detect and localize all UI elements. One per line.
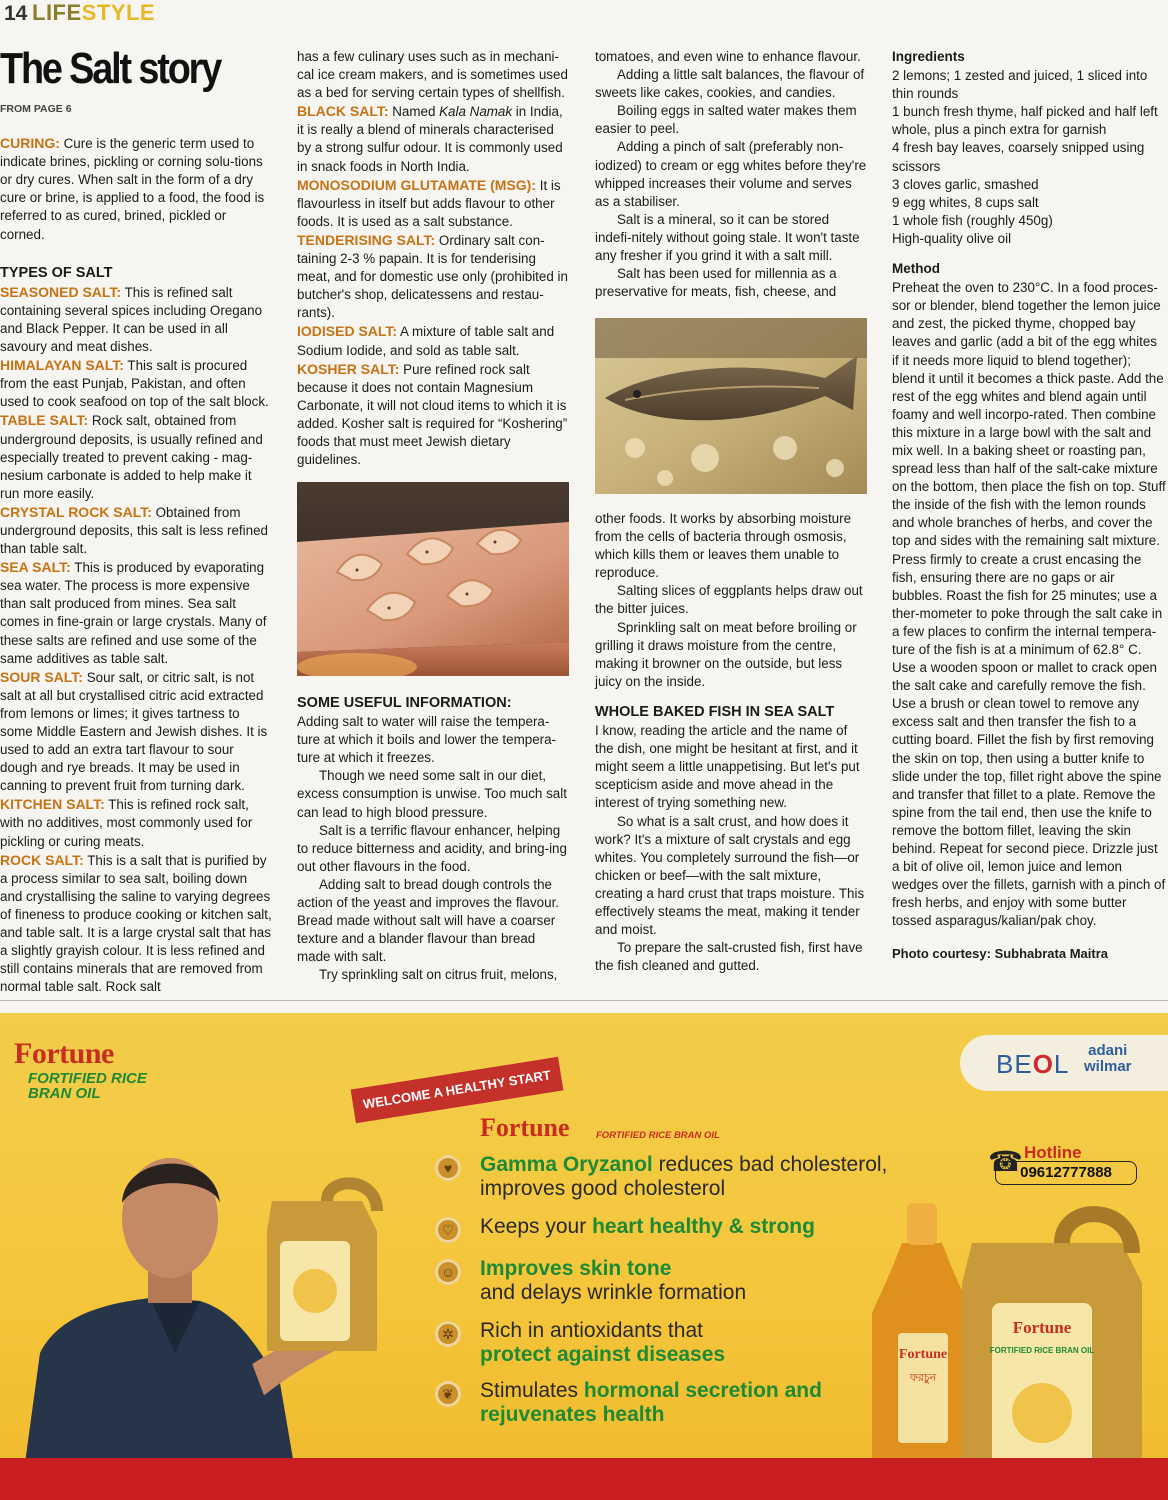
adani-text: adani [1088, 1042, 1128, 1059]
paragraph-tenderising-salt [297, 231, 569, 322]
types-of-salt-heading: TYPES OF SALT [0, 264, 113, 281]
text-tenderising-salt: Ordinary salt con-taining 2-3 % papain. It is for tenderising meat, and for domestic use only (prohibited in butcher's shop, delicatessens and restau-rants). [297, 232, 568, 321]
text-black-salt-a: Named [388, 104, 440, 120]
heart-apple-icon: ♥ [435, 1155, 461, 1181]
article-column-1 [0, 44, 272, 996]
paragraph-seasoned-salt [0, 283, 272, 356]
feature-text [480, 1319, 896, 1367]
paragraph-kosher-salt [297, 360, 569, 470]
tips-paragraph: other foods. It works by absorbing moisture from the cells of bacteria through osmosis, which kills them or leaves them unable to reproduce. [595, 511, 852, 581]
page-number: 14 [4, 2, 28, 25]
text-kosher-salt: Pure refined rock salt because it does not contain Magnesium Carbonate, it will not cloud items to which it is added. Kosher salt is required for “Koshering” foods that must meet Jewish dietary guidelines. [297, 361, 568, 468]
useful-info-column [297, 694, 569, 985]
tips-paragraph: Adding a little salt balances, the flavour of sweets like cakes, cookies, and candies. [595, 67, 865, 101]
from-page: FROM PAGE 6 [0, 103, 72, 115]
recipe-intro-paragraph: To prepare the salt-crusted fish, first have the fish cleaned and gutted. [595, 940, 863, 974]
paragraph-sea-salt [0, 558, 272, 668]
feature-text [480, 1153, 896, 1201]
feature-highlight: Gamma Oryzanol [480, 1153, 653, 1176]
paragraph-table-salt [0, 411, 272, 502]
keyword-crystal-rock-salt: CRYSTAL ROCK SALT: [0, 503, 152, 520]
ingredient-item: 1 whole fish (roughly 450g) [892, 212, 1053, 228]
feature-rest: Rich in antioxidants that [480, 1319, 703, 1342]
product-bottles [862, 1183, 1152, 1500]
ingredient-item: High-quality olive oil [892, 230, 1012, 246]
tips-paragraph: Sprinkling salt on meat before broiling or grilling it draws moisture from the centre, making it browner on the outside, but less juicy on the inside. [595, 619, 857, 689]
heart-icon: ♡ [435, 1217, 461, 1243]
ad-logo-fortune: Fortune [14, 1037, 114, 1070]
keyword-curing: CURING: [0, 135, 60, 152]
beol-logo [996, 1049, 1069, 1080]
text-rock-salt: This is a salt that is purified by a process similar to sea salt, boiling down and crystallising the saline to varying degrees of fineness to produce cooking or kitchen salt, and table salt. It is a large crystal salt that has a slightly grayish colour. It is less refined and still contains minerals that are removed from normal table salt. Rock salt [0, 852, 272, 995]
tips-paragraph: Salt has been used for millennia as a preservative for meats, fish, cheese, and [595, 266, 837, 300]
article-column-3-top [595, 48, 867, 301]
bottle-brand-label: Fortune [898, 1347, 948, 1362]
paragraph-black-salt [297, 102, 569, 175]
recipe-intro-paragraph: I know, reading the article and the name of the dish, one might be hesitant at first, and it might seem a little unappetising. But let's put scepticism aside and move ahead in the interest of trying something new. [595, 723, 860, 811]
section-style: STYLE [81, 0, 156, 25]
useful-paragraph: Adding salt to bread dough controls the action of the yeast and improves the flavour. Bread made without salt will have a coarser texture and a blander flavour than bread made with salt. [297, 876, 560, 965]
ad-brand-title: Fortune [480, 1113, 570, 1142]
keyword-msg: MONOSODIUM GLUTAMATE (MSG): [297, 176, 537, 193]
paragraph-rock-salt [0, 851, 272, 997]
tips-paragraph: Salt is a mineral, so it can be stored indefi-nitely without going stale. It won't taste any fresher if you grind it with a salt mill. [595, 211, 860, 264]
feature-highlight: heart healthy & strong [592, 1215, 815, 1238]
text-curing: Cure is the generic term used to indicate brines, pickling or corning solu-tions or dry cures. When salt in the form of a dry cure or brine, is applied to a food, the food is referred to as cured, brined, pickled or corned. [0, 136, 265, 242]
text-kitchen-salt: This is refined rock salt, with no additives, most commonly used for pickling or curing meats. [0, 797, 253, 849]
feature-highlight: hormonal secretion and rejuvenates health [480, 1379, 822, 1426]
keyword-iodised-salt: IODISED SALT: [297, 323, 398, 340]
feature-text [480, 1215, 896, 1239]
adani-wilmar-logo [1084, 1043, 1132, 1075]
face-icon: ☺ [435, 1259, 461, 1285]
feature-item [436, 1319, 896, 1367]
beol-l: L [1053, 1049, 1070, 1079]
beol-b: BE [996, 1049, 1033, 1079]
feature-rest: reduces bad cholesterol, improves good cholesterol [480, 1153, 888, 1200]
feature-item [436, 1257, 896, 1305]
useful-paragraph: Though we need some salt in our diet, excess consumption is unwise. Too much salt can lead to high blood pressure. [297, 768, 567, 820]
useful-info-heading: SOME USEFUL INFORMATION: [297, 695, 512, 711]
paragraph-curing [0, 134, 272, 244]
ingredient-item: 3 cloves garlic, smashed [892, 176, 1039, 192]
paragraph-himalayan-salt [0, 356, 272, 411]
tips-paragraph: Boiling eggs in salted water makes them easier to peel. [595, 103, 857, 137]
feature-highlight: protect against diseases [480, 1343, 726, 1366]
keyword-himalayan-salt: HIMALAYAN SALT: [0, 357, 124, 374]
ingredient-item: 1 bunch fresh thyme, half picked and half left whole, plus a pinch extra for garnish [892, 104, 1158, 138]
keyword-tenderising-salt: TENDERISING SALT: [297, 231, 436, 248]
text-table-salt: Rock salt, obtained from underground deposits, is usually refined and especially treated to prevent caking - mag-nesium carbonate is added to help make it run more easily. [0, 413, 263, 501]
ingredient-item: 4 fresh bay leaves, coarsely snipped using scissors [892, 140, 1145, 174]
keyword-black-salt: BLACK SALT: [297, 103, 389, 120]
paragraph-sour-salt [0, 668, 272, 796]
page-header [0, 0, 400, 28]
welcome-banner: WELCOME A HEALTHY START [351, 1057, 564, 1123]
shrimp-salt-block-photo [297, 482, 569, 676]
wilmar-text: wilmar [1084, 1058, 1132, 1075]
hotline-number: 09612777888 [995, 1161, 1137, 1185]
text-black-salt-b: in India, it is really a blend of minerals characterised by a strong sulfur odour. It is commonly used in snack foods in North India. [297, 104, 563, 174]
keyword-kitchen-salt: KITCHEN SALT: [0, 796, 105, 813]
keyword-rock-salt: ROCK SALT: [0, 851, 84, 868]
text-seasoned-salt: This is refined salt containing several spices including Oregano and Black Pepper. It can be used in all savoury and meat dishes. [0, 284, 263, 355]
fish-recipe-heading: WHOLE BAKED FISH IN SEA SALT [595, 703, 835, 720]
recipe-intro-paragraph: So what is a salt crust, and how does it work? It's a mixture of salt crystals and egg whites. You completely surround the fish—or chicken or beef—with the salt mixture, creating a hard crust that traps moisture. This effectively steams the meat, making it tender and moist. [595, 813, 865, 938]
baked-fish-photo [595, 318, 867, 494]
feature-highlight: Improves skin tone [480, 1257, 672, 1280]
ingredient-item: 9 egg whites, 8 cups salt [892, 194, 1039, 210]
beol-o: O [1032, 1049, 1054, 1079]
feature-text [480, 1379, 896, 1427]
keyword-sea-salt: SEA SALT: [0, 559, 71, 576]
paragraph-crystal-rock-salt [0, 503, 272, 558]
useful-paragraph: Try sprinkling salt on citrus fruit, melons, [319, 967, 558, 983]
text-kala-namak: Kala Namak [439, 104, 513, 120]
jar-brand-label: Fortune [1012, 1318, 1072, 1337]
feature-rest: Stimulates [480, 1379, 584, 1402]
section-name [32, 0, 155, 26]
hotline-label: Hotline [1024, 1143, 1082, 1162]
article-column-4 [892, 48, 1166, 963]
tips-paragraph: Adding a pinch of salt (preferably non-iodized) to cream or egg whites before they're whipped increases their volume and serves as a stabiliser. [595, 139, 867, 209]
baked-fish-image [595, 318, 867, 494]
paragraph-iodised-salt [297, 322, 569, 359]
feature-item [436, 1379, 896, 1427]
jar-sub-label: FORTIFIED RICE BRAN OIL [989, 1346, 1095, 1355]
text-sour-salt: Sour salt, or citric salt, is not salt at all but crystallised citric acid extracted from lemons or limes; it gives tartness to some Middle Eastern and Jewish dishes. It is used to add an extra tart flavour to sour dough and rye breads. It may be used in canning to prevent fruit from turning dark. [0, 669, 268, 794]
text-himalayan-salt: This salt is procured from the east Punjab, Pakistan, and often used to cook seafood on top of the salt block. [0, 358, 269, 410]
shrimp-salt-block-image [297, 482, 569, 676]
method-text: Preheat the oven to 230°C. In a food proces-sor or blender, blend together the lemon juice and zest, the picked thyme, chopped bay leaves and garlic (add a bit of the egg whites if it needs more liquid to blend together); blend it until it becomes a thick paste. Add the rest of the egg whites and blend again until foamy and well incorpo-rated. Then combine this mixture in a large bowl with the salt and mix well. In a baking sheet or roasting pan, spread less than half of the salt-cake mixture on the bottom, then place the fish on top. Stuff the inside of the fish with the lemon rounds and whole branches of herbs, and cover the top and sides with the remaining salt mixture. Press firmly to create a crust encasing the fish, ensuring there are no gaps or air bubbles. Roast the fish for 25 minutes; use a ther-mometer to poke through the salt cake in a few places to confirm the internal tempera-ture of the fish is at a minimum of 62.8° C. Use a wooden spoon or mallet to crack open the salt cake and carefully remove the fish. Use a brush or clean towel to remove any excess salt and then transfer the fish to a cutting board. Fillet the fish by first removing the skin on top, then using a butter knife to slide under the top, fillet right above the spine and transfer that fillet to a plate. Remove the spine from the tail end, then use the knife to remove the bottom fillet, leaving the skin behind. Repeat for second piece. Drizzle just a bit of olive oil, lemon juice and lemon wedges over the fillets, garnish with a pinch of fresh herbs, and enjoy with some butter tossed asparagus/kalian/pak choy. [892, 280, 1166, 929]
ad-divider [0, 1000, 1168, 1001]
keyword-table-salt: TABLE SALT: [0, 412, 89, 429]
ingredient-item: 2 lemons; 1 zested and juiced, 1 sliced into thin rounds [892, 68, 1148, 102]
bottle-bengali-label: ফরচুন [909, 1372, 937, 1384]
article-column-2 [297, 48, 569, 469]
paragraph-msg [297, 176, 569, 231]
method-heading: Method [892, 261, 940, 277]
feature-item [436, 1153, 896, 1201]
feature-text [480, 1257, 896, 1305]
keyword-seasoned-salt: SEASONED SALT: [0, 283, 122, 300]
held-oil-jar [252, 1171, 392, 1361]
useful-paragraph: Adding salt to water will raise the tempera-ture at which it boils and lower the tempera-ture at which it freezes. [297, 714, 557, 766]
feature-rest: Keeps your [480, 1215, 593, 1238]
text-crystal-rock-salt: Obtained from underground deposits, this salt is less refined than table salt. [0, 504, 268, 557]
article-title: The Salt story [0, 44, 221, 93]
molecule-icon: ✲ [435, 1321, 461, 1347]
feature-item [436, 1215, 896, 1239]
ingredients-heading: Ingredients [892, 49, 965, 64]
ad-bottom-band [0, 1458, 1168, 1500]
text-sea-salt: This is produced by evaporating sea water. The process is more expensive than salt produced from mines. Sea salt comes in fine-grain or large crystals. Many of these salts are refined and use some of the same additives as table salt. [0, 560, 267, 666]
keyword-sour-salt: SOUR SALT: [0, 668, 83, 685]
ad-logo-subtitle: FORTIFIED RICE BRAN OIL [28, 1070, 147, 1102]
useful-paragraph: Salt is a terrific flavour enhancer, helping to reduce bitterness and acidity, and bring-ing out other flavours in the food. [297, 822, 567, 874]
leaf-icon: ❦ [435, 1381, 461, 1407]
keyword-kosher-salt: KOSHER SALT: [297, 360, 400, 377]
tips-paragraph: tomatoes, and even wine to enhance flavour. [595, 49, 861, 64]
ad-brand-subtitle: FORTIFIED RICE BRAN OIL [596, 1130, 720, 1141]
fortune-advertisement [0, 1013, 1168, 1500]
tips-paragraph: Salting slices of eggplants helps draw out the bitter juices. [595, 583, 863, 617]
paragraph-rock-salt-cont: has a few culinary uses such as in mechani-cal ice cream makers, and is sometimes used as a bed for serving certain types of shellfish. [297, 49, 568, 101]
phone-icon: ☎ [988, 1146, 1023, 1177]
section-life: LIFE [32, 0, 82, 25]
text-iodised-salt: A mixture of table salt and Sodium Iodide, and sold as table salt. [297, 324, 555, 358]
photo-credit: Photo courtesy: Subhabrata Maitra [892, 945, 1108, 961]
article-column-3-bottom [595, 510, 867, 975]
text-msg: It is flavourless in itself but adds flavour to other foods. It is used as a salt substance. [297, 177, 561, 229]
feature-rest: and delays wrinkle formation [480, 1281, 747, 1304]
paragraph-kitchen-salt [0, 795, 272, 850]
